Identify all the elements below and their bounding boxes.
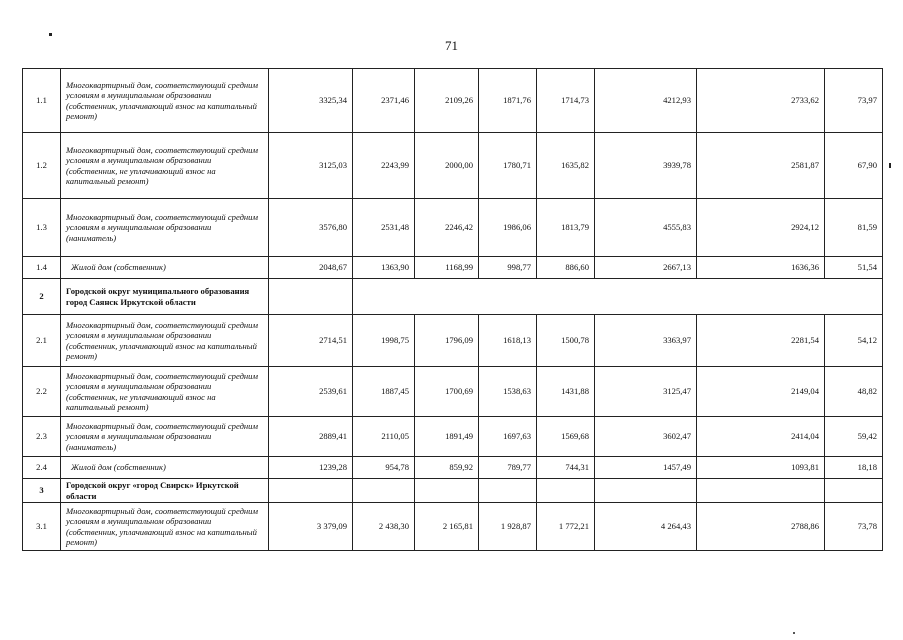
section-number: 2 [23,279,61,315]
value-cell: 3125,47 [595,367,697,417]
scan-speck [793,632,795,634]
value-cell: 1697,63 [479,417,537,457]
value-cell: 1635,82 [537,133,595,199]
value-cell: 2243,99 [353,133,415,199]
value-cell: 2048,67 [269,257,353,279]
row-description: Многоквартирный дом, соответствующий средним условиям в муниципальном образовании (наниматель) [61,417,269,457]
value-cell: 859,92 [415,457,479,479]
value-cell: 73,97 [825,69,883,133]
value-cell: 2371,46 [353,69,415,133]
value-cell: 1500,78 [537,315,595,367]
value-cell: 1618,13 [479,315,537,367]
empty-cell [415,479,479,503]
value-cell: 1714,73 [537,69,595,133]
value-cell: 2000,00 [415,133,479,199]
value-cell: 54,12 [825,315,883,367]
value-cell: 1813,79 [537,199,595,257]
value-cell: 2733,62 [697,69,825,133]
row-number: 2.3 [23,417,61,457]
section-title: Городской округ муниципального образования город Саянск Иркутской области [61,279,269,315]
value-cell: 1431,88 [537,367,595,417]
section-title: Городской округ «город Свирск» Иркутской области [61,479,269,503]
value-cell: 1700,69 [415,367,479,417]
value-cell: 1780,71 [479,133,537,199]
value-cell: 1891,49 [415,417,479,457]
value-cell: 2531,48 [353,199,415,257]
row-number: 1.3 [23,199,61,257]
value-cell: 2889,41 [269,417,353,457]
value-cell: 744,31 [537,457,595,479]
value-cell: 59,42 [825,417,883,457]
row-description: Многоквартирный дом, соответствующий средним условиям в муниципальном образовании (собственник, уплачивающий взнос на капитальный ремонт) [61,503,269,551]
scan-speck [49,33,52,36]
value-cell: 954,78 [353,457,415,479]
value-cell: 2110,05 [353,417,415,457]
value-cell: 1887,45 [353,367,415,417]
value-cell: 73,78 [825,503,883,551]
value-cell: 2581,87 [697,133,825,199]
empty-cell [595,479,697,503]
empty-cell [479,479,537,503]
value-cell: 2924,12 [697,199,825,257]
empty-cell [537,479,595,503]
value-cell: 2 165,81 [415,503,479,551]
value-cell: 1871,76 [479,69,537,133]
value-cell: 1796,09 [415,315,479,367]
value-cell: 1986,06 [479,199,537,257]
value-cell: 2414,04 [697,417,825,457]
row-description: Жилой дом (собственник) [61,457,269,479]
empty-cell [269,279,353,315]
table-row [23,199,883,257]
value-cell: 2246,42 [415,199,479,257]
value-cell: 1 928,87 [479,503,537,551]
value-cell: 2281,54 [697,315,825,367]
value-cell: 81,59 [825,199,883,257]
value-cell: 1569,68 [537,417,595,457]
value-cell: 1 772,21 [537,503,595,551]
value-cell: 3939,78 [595,133,697,199]
value-cell: 1239,28 [269,457,353,479]
section-number: 3 [23,479,61,503]
row-number: 2.2 [23,367,61,417]
table-row [23,503,883,551]
row-description: Многоквартирный дом, соответствующий средним условиям в муниципальном образовании (собственник, уплачивающий взнос на капитальный ремонт) [61,315,269,367]
empty-cell [353,479,415,503]
value-cell: 1168,99 [415,257,479,279]
scan-speck [889,163,891,168]
value-cell: 1093,81 [697,457,825,479]
value-cell: 2109,26 [415,69,479,133]
value-cell: 1998,75 [353,315,415,367]
value-cell: 3325,34 [269,69,353,133]
row-description: Многоквартирный дом, соответствующий средним условиям в муниципальном образовании (собственник, не уплачивающий взнос на капитальный ремонт) [61,367,269,417]
value-cell: 48,82 [825,367,883,417]
value-cell: 886,60 [537,257,595,279]
empty-cell [825,479,883,503]
value-cell: 3125,03 [269,133,353,199]
row-number: 2.1 [23,315,61,367]
row-number: 3.1 [23,503,61,551]
value-cell: 2539,61 [269,367,353,417]
row-number: 1.1 [23,69,61,133]
value-cell: 1636,36 [697,257,825,279]
value-cell: 3602,47 [595,417,697,457]
value-cell: 67,90 [825,133,883,199]
section-row [23,279,883,315]
table-row [23,257,883,279]
value-cell: 3576,80 [269,199,353,257]
value-cell: 2714,51 [269,315,353,367]
section-row [23,479,883,503]
value-cell: 4 264,43 [595,503,697,551]
table-row [23,315,883,367]
empty-cell [353,279,883,315]
table-row [23,367,883,417]
value-cell: 1538,63 [479,367,537,417]
row-description: Жилой дом (собственник) [61,257,269,279]
value-cell: 4212,93 [595,69,697,133]
value-cell: 3363,97 [595,315,697,367]
table-row [23,133,883,199]
value-cell: 2788,86 [697,503,825,551]
row-description: Многоквартирный дом, соответствующий средним условиям в муниципальном образовании (собственник, уплачивающий взнос на капитальный ремонт) [61,69,269,133]
value-cell: 51,54 [825,257,883,279]
empty-cell [269,479,353,503]
row-description: Многоквартирный дом, соответствующий средним условиям в муниципальном образовании (собственник, не уплачивающий взнос на капитальный ремонт) [61,133,269,199]
empty-cell [697,479,825,503]
value-cell: 3 379,09 [269,503,353,551]
row-number: 1.2 [23,133,61,199]
table-row [23,417,883,457]
table-row [23,69,883,133]
value-cell: 4555,83 [595,199,697,257]
table-row [23,457,883,479]
value-cell: 2149,04 [697,367,825,417]
value-cell: 2 438,30 [353,503,415,551]
row-number: 2.4 [23,457,61,479]
value-cell: 1457,49 [595,457,697,479]
value-cell: 789,77 [479,457,537,479]
tariff-table [22,68,883,551]
row-description: Многоквартирный дом, соответствующий средним условиям в муниципальном образовании (наниматель) [61,199,269,257]
value-cell: 1363,90 [353,257,415,279]
row-number: 1.4 [23,257,61,279]
page-number: 71 [445,38,458,53]
value-cell: 2667,13 [595,257,697,279]
value-cell: 18,18 [825,457,883,479]
value-cell: 998,77 [479,257,537,279]
